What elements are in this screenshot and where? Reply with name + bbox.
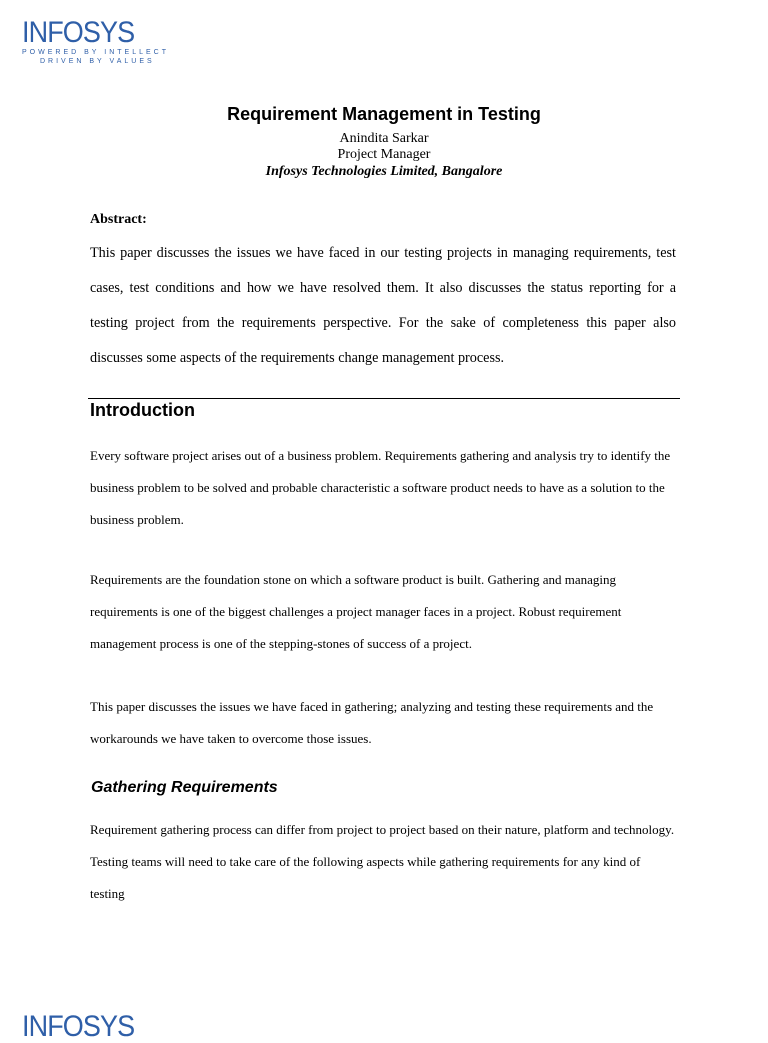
abstract-heading: Abstract: [90, 212, 147, 227]
intro-paragraph-2: Requirements are the foundation stone on which a software product is built. Gathering and managing requirements is one of the biggest challenges a project manager faces in a project. Robust requirement management process is one of the stepping-stones of success of a project. [90, 572, 622, 651]
abstract-text: This paper discusses the issues we have faced in our testing projects in managing requirements, test cases, test conditions and how we have resolved them. It also discusses the status reporting for a testing project from the requirements perspective. For the sake of completeness this paper also discusses some aspects of the requirements change management process. [90, 245, 676, 366]
infosys-logo [22, 16, 170, 74]
introduction-heading: Introduction [90, 400, 195, 420]
footer-logo: INFOSYS [22, 1010, 135, 1043]
author-affiliation: Infosys Technologies Limited, Bangalore [265, 164, 503, 179]
gathering-paragraph: Requirement gathering process can differ from project to project based on their nature, platform and technology. Testing teams will need to take care of the following aspects while gathering requirements for any kind of testing [90, 822, 675, 901]
logo-tagline-2: DRIVEN BY VALUES [40, 58, 155, 65]
intro-paragraph-1: Every software project arises out of a business problem. Requirements gathering and analysis try to identify the business problem to be solved and probable characteristic a software product needs to have as a solution to the business problem. [90, 448, 671, 527]
section-divider [88, 398, 680, 399]
logo-tagline-1: POWERED BY INTELLECT [22, 49, 170, 56]
author-name: Anindita Sarkar [339, 131, 429, 146]
gathering-heading: Gathering Requirements [91, 779, 278, 796]
page-title: Requirement Management in Testing [227, 104, 541, 124]
intro-paragraph-3: This paper discusses the issues we have faced in gathering; analyzing and testing these requirements and the workarounds we have taken to overcome those issues. [90, 699, 654, 746]
logo-wordmark: INFOSYS [22, 16, 135, 49]
author-role: Project Manager [337, 147, 431, 162]
